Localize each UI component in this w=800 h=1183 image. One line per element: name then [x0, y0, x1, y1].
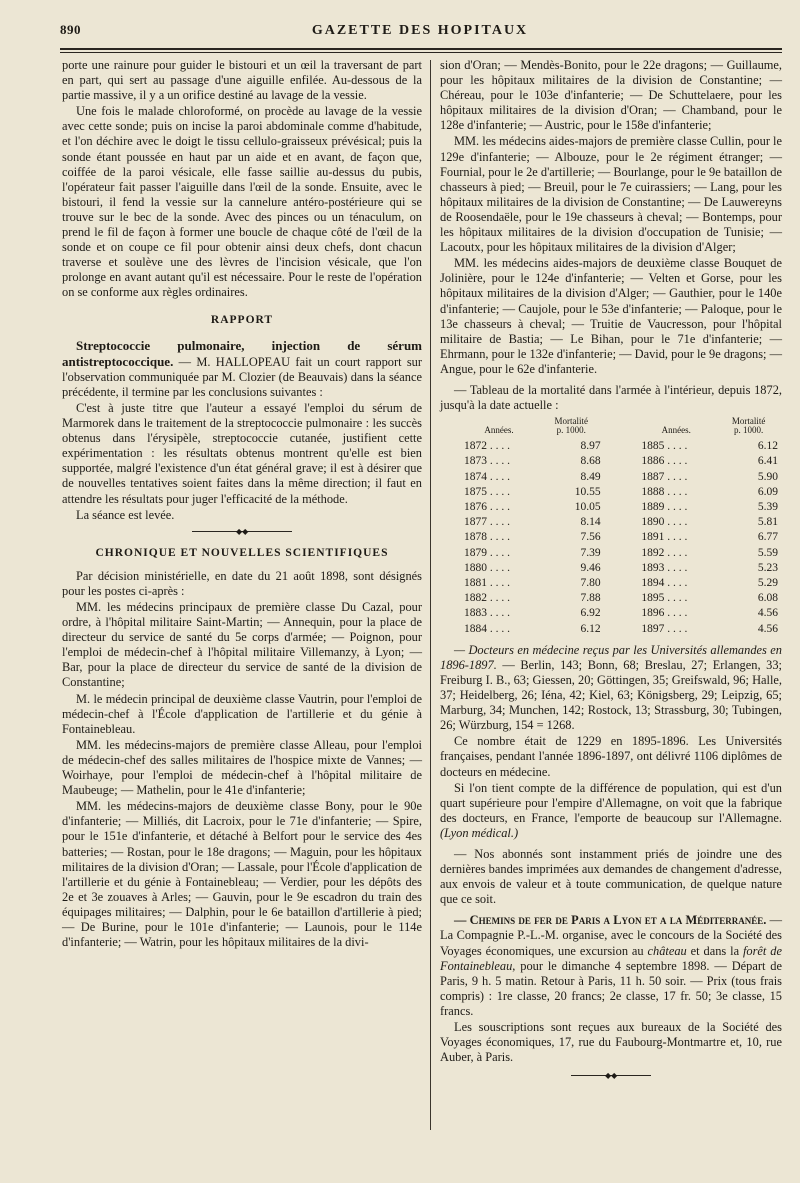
header-rule-thin [60, 52, 782, 53]
news-heading: — Chemins de fer de Paris a Lyon et a la Méditerranée. [454, 913, 767, 928]
table-cell-year: 1882 . . . . [464, 592, 510, 605]
table-cell-year: 1881 . . . . [464, 576, 510, 589]
table-row [460, 470, 782, 485]
table-cell-year: 1896 . . . . [641, 607, 688, 620]
table-gap [605, 439, 638, 454]
table-cell-year: 1876 . . . . [464, 500, 510, 513]
table-gap [605, 606, 638, 621]
table-cell-mortality: 10.05 [574, 500, 601, 513]
table-header-mortality: Mortalité p. 1000. [554, 416, 588, 436]
page-number: 890 [60, 22, 81, 37]
paragraph: Ce nombre était de 1229 en 1895-1896. Les Universités françaises, pendant l'année 1896-1897, ont délivré 1106 diplômes de docteurs en médecine. [440, 734, 782, 779]
table-row [460, 576, 782, 591]
table-cell-mortality: 9.46 [580, 561, 601, 574]
paragraph: M. le médecin principal de deuxième classe Vautrin, pour l'emploi de médecin-chef à l'École d'application de l'artillerie et du génie à Fontainebleau. [62, 691, 422, 736]
table-gap [605, 500, 638, 515]
article-paragraph [62, 338, 422, 400]
table-cell-mortality: 4.56 [757, 607, 778, 620]
paragraph: Une fois le malade chloroformé, on procède au lavage de la vessie avec cette sonde; puis on incise la paroi abdominale comme d'habitude, et l'on déchire avec le doigt le tissu cellulo-graisseux prévésical; puis la sonde étant poussée en haut par un aide et en avant, de façon que, coiffée de la paroi vésicale, elle fasse saillie au-dessus du pubis, l'opérateur fait passer l'aiguille dans l'œil de la sonde. Ensuite, avec le bistouri, il fend la vessie sur la cannelure antéro-postérieure qui se trouve sur le bec de la sonde. Avec des pinces ou un ténaculum, on prend le fil de façon à former une boucle de chaque côté de l'œil de la sonde et on coupe ce fil pour obtenir ainsi deux chefs, dont chacun traverse et soulève une des lèvres de l'incision vésicale, que l'on prolonge en avant autant qu'il est nécessaire. Pour le reste de l'opération on se conforme aux règles ordinaires. [62, 104, 422, 300]
section-heading-chronique: CHRONIQUE ET NOUVELLES SCIENTIFIQUES [95, 546, 389, 559]
table-gap [605, 530, 638, 545]
table-cell-year: 1878 . . . . [464, 531, 510, 544]
paragraph: MM. les médecins principaux de première classe Du Cazal, pour ordre, à l'hôpital militaire Saint-Martin; — Annequin, pour la place de directeur du service de santé du 5e corps d'armée; — Poignon, pour l'emploi de médecin-chef à l'hôpital militaire Villemanzy, à Lyon; — Bar, pour la place de directeur du service de santé de la division de Constantine; [62, 600, 422, 690]
paragraph: Les souscriptions sont reçues aux bureaux de la Société des Voyages économiques, 17, rue du Faubourg-Montmartre et, 10, rue Auber, à Paris. [440, 1020, 782, 1065]
table-cell-mortality: 6.92 [580, 607, 601, 620]
table-row [460, 500, 782, 515]
table-gap [605, 622, 638, 637]
table-cell-mortality: 6.12 [757, 440, 778, 453]
table-cell-year: 1880 . . . . [464, 561, 510, 574]
paragraph: — Tableau de la mortalité dans l'armée à l'intérieur, depuis 1872, jusqu'à la date actuelle : [440, 382, 782, 413]
paragraph: La séance est levée. [76, 507, 175, 522]
table-cell-year: 1892 . . . . [641, 546, 688, 559]
table-header-year: Années. [661, 425, 691, 436]
paragraph: Si l'on tient compte de la différence de population, qui est d'un quart supérieure pour l'empire d'Allemagne, on voit que la fabrique des docteurs, en France, l'emporte de beaucoup sur l'Allemagne. (Lyon médical.) [440, 780, 782, 840]
table-cell-mortality: 8.14 [580, 516, 601, 529]
table-cell-mortality: 5.59 [757, 546, 778, 559]
article-title: Streptococcie pulmonaire, injection de sérum antistreptococcique. [62, 337, 422, 369]
table-cell-mortality: 5.90 [757, 470, 778, 483]
table-cell-year: 1889 . . . . [641, 500, 688, 513]
table-row [460, 485, 782, 500]
page-header [60, 22, 780, 48]
table-cell-mortality: 7.88 [580, 592, 601, 605]
table-cell-mortality: 4.56 [757, 622, 778, 635]
table-row [460, 454, 782, 469]
table-cell-mortality: 6.12 [580, 622, 601, 635]
table-cell-mortality: 10.55 [574, 485, 601, 498]
paragraph: C'est à juste titre que l'auteur a essayé l'emploi du sérum de Marmorek dans le traitement de la streptococcie pulmonaire : les succès obtenus dans l'érysipèle, streptococcie cutanée, justifient cette expérimentation : les résultats obtenus montrent qu'elle est bien supportée, malgré l'existence d'un état général grave; il est à désirer que de nouvelles tentatives soient faites dans la même direction; il faut en attendre les résultats pour juger l'efficacité de la méthode. [62, 400, 422, 506]
table-cell-year: 1890 . . . . [641, 516, 688, 529]
separator-ornament: ◆◆ [571, 1075, 651, 1080]
table-cell-mortality: 5.81 [757, 516, 778, 529]
paragraph: — Chemins de fer de Paris a Lyon et a la Méditerranée. — La Compagnie P.-L.-M. organise, avec le concours de la Société des Voyages économiques, une excursion au château et dans la forêt de Fontainebleau, pour le dimanche 4 septembre 1898. — Départ de Paris, 9 h. 5 matin. Retour à Paris, 11 h. 50 soir. — Prix (tous frais compris) : 1re classe, 20 francs; 2e classe, 17 fr. 50; 3e classe, 15 francs. [440, 913, 782, 1018]
table-header-year: Années. [484, 425, 514, 436]
table-cell-year: 1874 . . . . [464, 470, 510, 483]
table-row [460, 561, 782, 576]
header-rule-thick [60, 48, 782, 50]
paragraph: MM. les médecins-majors de deuxième classe Bony, pour le 90e d'infanterie; — Milliés, dit Lacroix, pour le 71e d'infanterie; — Spire, pour le 151e d'infanterie, et détaché à Belfort pour le service des 4es batteries; — Rostan, pour le 18e dragons; — Maguin, pour les hôpitaux militaires de la division d'Oran; — Lassale, pour l'École d'application de l'artillerie et du génie à Fontainebleau; — Verdier, pour les dépôts des 2e et 3e zouaves à Arles; — Gauvin, pour le 9e escadron du train des équipages militaires; — Dalphin, pour le 6e bataillon d'artillerie à pied; — De Burine, pour le 101e d'infanterie; — Launois, pour le 114e d'infanterie; — Watrin, pour les hôpitaux militaires de la divi- [62, 799, 422, 950]
paragraph: MM. les médecins-majors de première classe Alleau, pour l'emploi de médecin-chef des salles militaires de l'hospice mixte de Vannes; — Woirhaye, pour l'emploi de médecin-chef à l'hôpital militaire de Maubeuge; — Mathelin, pour le 41e d'infanterie; [62, 737, 422, 798]
table-cell-mortality: 5.39 [757, 500, 778, 513]
table-cell-year: 1888 . . . . [641, 485, 688, 498]
paragraph: MM. les médecins aides-majors de deuxième classe Bouquet de Jolinière, pour le 124e d'infanterie; — Velten et Gorse, pour les hôpitaux militaires de la division d'Alger; — Gauthier, pour le 140e d'infanterie; — Caujole, pour le 53e d'infanterie; — Paloque, pour le 13e chasseurs à cheval; — Truitie de Vaucresson, pour l'hôpital militaire de Bastia; — Le Bihan, pour le 71e d'infanterie; — Ehrmann, pour le 132e d'infanterie; — David, pour le 9e dragons; — Angue, pour le 62e d'infanterie. [440, 256, 782, 376]
table-cell-year: 1879 . . . . [464, 546, 510, 559]
table-cell-mortality: 5.29 [757, 576, 778, 589]
table-cell-year: 1884 . . . . [464, 622, 510, 635]
table-gap [605, 485, 638, 500]
table-row [460, 530, 782, 545]
table-cell-mortality: 6.08 [757, 592, 778, 605]
table-gap [605, 591, 638, 606]
section-heading-rapport: RAPPORT [210, 313, 274, 326]
table-cell-year: 1873 . . . . [464, 455, 510, 468]
table-gap [605, 546, 638, 561]
table-cell-year: 1895 . . . . [641, 592, 688, 605]
table-cell-year: 1877 . . . . [464, 516, 510, 529]
italic-heading: — Docteurs en médecine reçus par les Universités allemandes en 1896-1897. [440, 642, 782, 672]
table-row [460, 515, 782, 530]
mortality-table [460, 417, 782, 637]
paragraph: MM. les médecins aides-majors de première classe Cullin, pour le 129e d'infanterie; — Albouze, pour le 2e régiment étranger; — Fournial, pour le 2e d'artillerie; — Bourlange, pour le 9e bataillon de chasseurs à pied; — Breuil, pour le 7e cuirassiers; — Lang, pour les hôpitaux militaires de la division de Constantine; — De Lauwereyns de Roosendaële, pour le 19e chasseurs à cheval; — Bontemps, pour les hôpitaux militaires de la division d'occupation de Tunisie; — Lacoutx, pour les hôpitaux militaires de la division d'Alger; [440, 134, 782, 255]
paragraph: sion d'Oran; — Mendès-Bonito, pour le 22e dragons; — Guillaume, pour les hôpitaux militaires de la division de Constantine; — Chéreau, pour le 103e d'infanterie; — De Schuttelaere, pour les hôpitaux militaires de la division d'Oran; — Chamband, pour le 128e d'infanterie; — Austric, pour le 158e d'infanterie; [440, 58, 782, 133]
table-cell-mortality: 8.68 [580, 455, 601, 468]
table-gap [605, 470, 638, 485]
paragraph: — Docteurs en médecine reçus par les Universités allemandes en 1896-1897. — Berlin, 143; Bonn, 68; Breslau, 27; Erlangen, 33; Freiburg I. B., 63; Giessen, 20; Göttingen, 35; Greifswald, 96; Halle, 37; Heidelberg, 26; Iéna, 42; Kiel, 63; Königsberg, 29; Leipzig, 65; Marburg, 34; Munchen, 142; Rostock, 13; Strassburg, 30; Tubingen, 26; Würzburg, 154 = 1268. [440, 642, 782, 733]
table-row [460, 622, 782, 637]
right-column [440, 58, 782, 1080]
table-cell-year: 1887 . . . . [641, 470, 688, 483]
table-gap [605, 576, 638, 591]
table-row [460, 439, 782, 454]
table-cell-year: 1894 . . . . [641, 576, 688, 589]
paragraph: porte une rainure pour guider le bistouri et un œil la traversant de part en part, qui sert au passage d'une aiguille enfilée. Au-dessous de la partie massive, il y a un orifice destiné au lavage de la vessie. [62, 58, 422, 103]
table-cell-mortality: 7.80 [580, 576, 601, 589]
table-gap [605, 515, 638, 530]
paragraph: Par décision ministérielle, en date du 21 août 1898, sont désignés pour les postes ci-après : [62, 568, 422, 598]
table-row [460, 606, 782, 621]
table-gap [605, 454, 638, 469]
column-divider [430, 60, 431, 1130]
table-gap [605, 561, 638, 576]
table-cell-mortality: 6.41 [757, 455, 778, 468]
table-cell-year: 1886 . . . . [641, 455, 688, 468]
table-cell-mortality: 8.97 [580, 440, 601, 453]
table-cell-mortality: 5.23 [757, 561, 778, 574]
table-cell-year: 1875 . . . . [464, 485, 510, 498]
table-cell-year: 1891 . . . . [641, 531, 688, 544]
source-citation: (Lyon médical.) [440, 825, 519, 840]
separator-ornament: ◆◆ [192, 531, 292, 536]
table-cell-mortality: 6.09 [757, 485, 778, 498]
table-cell-year: 1893 . . . . [641, 561, 688, 574]
table-row [460, 591, 782, 606]
table-cell-mortality: 7.56 [580, 531, 601, 544]
article-intro: — M. HALLOPEAU fait un court rapport sur l'observation communiquée par M. Clozier (de Beauvais) dans la séance précédente, il termine par les conclusions suivantes : [62, 354, 422, 399]
table-cell-year: 1885 . . . . [641, 440, 688, 453]
table-row [460, 546, 782, 561]
table-cell-year: 1883 . . . . [464, 607, 510, 620]
table-cell-mortality: 7.39 [580, 546, 601, 559]
left-column [62, 58, 422, 951]
table-cell-mortality: 6.77 [757, 531, 778, 544]
journal-title: GAZETTE DES HOPITAUX [311, 23, 529, 38]
paragraph: — Nos abonnés sont instamment priés de joindre une des dernières bandes imprimées aux demandes de changement d'adresse, aux envois de valeur et à toute communication, de quelque nature que ce soit. [440, 847, 782, 907]
table-cell-mortality: 8.49 [580, 470, 601, 483]
table-header-mortality: Mortalité p. 1000. [731, 416, 766, 436]
table-cell-year: 1897 . . . . [641, 622, 688, 635]
table-cell-year: 1872 . . . . [464, 440, 510, 453]
